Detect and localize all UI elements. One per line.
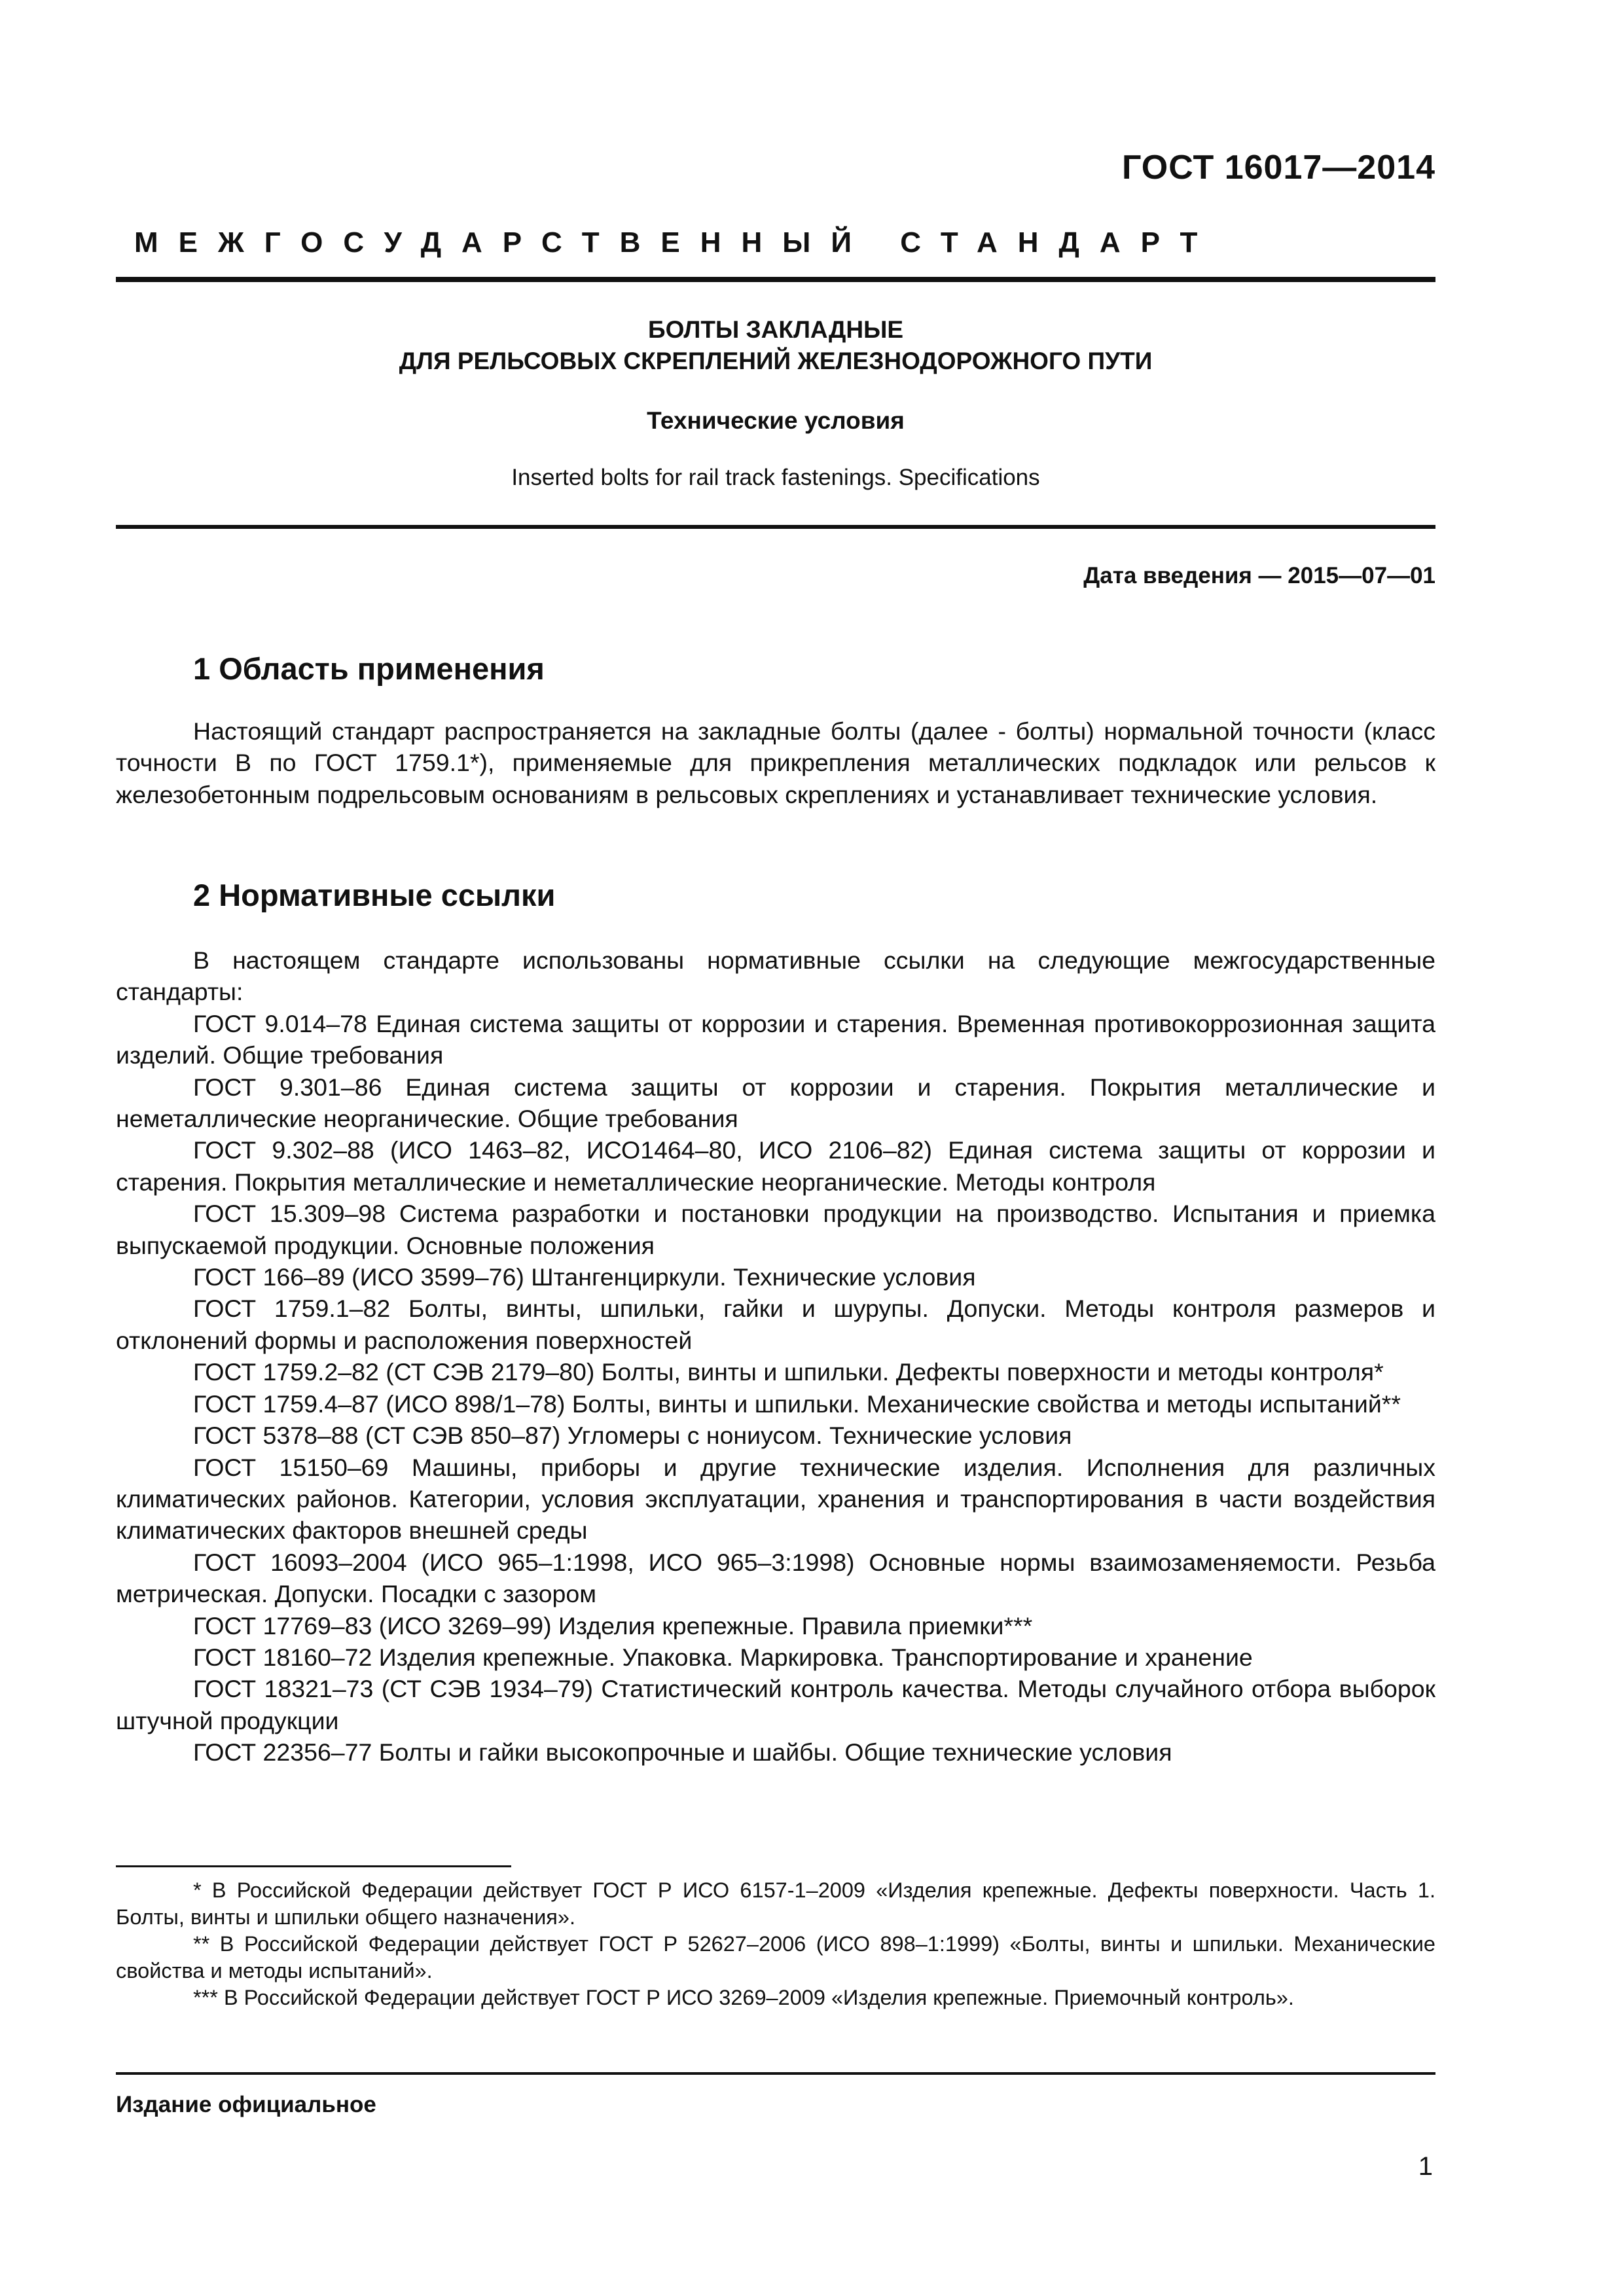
reference-item: ГОСТ 166–89 (ИСО 3599–76) Штангенциркули. Технические условия bbox=[193, 1263, 976, 1291]
footnote-1: * В Российской Федерации действует ГОСТ Р ИСО 6157-1–2009 «Изделия крепежные. Дефекты поверхности. Часть 1. Болты, винты и шпильки общего назначения». bbox=[116, 1878, 1435, 1929]
reference-item: ГОСТ 16093–2004 (ИСО 965–1:1998, ИСО 965–3:1998) Основные нормы взаимозаменяемости. Резьба метрическая. Допуски. Посадки с зазором bbox=[116, 1548, 1435, 1608]
reference-item: ГОСТ 1759.2–82 (СТ СЭВ 2179–80) Болты, винты и шпильки. Дефекты поверхности и методы контроля* bbox=[193, 1358, 1384, 1386]
title-line-1: БОЛТЫ ЗАКЛАДНЫЕ bbox=[647, 316, 904, 343]
document-page bbox=[116, 0, 1435, 2296]
reference-item: ГОСТ 9.302–88 (ИСО 1463–82, ИСО1464–80, ИСО 2106–82) Единая система защиты от коррозии и старения. Покрытия металлические и неметаллические неорганические. Методы контроля bbox=[116, 1136, 1435, 1196]
reference-item: ГОСТ 1759.4–87 (ИСО 898/1–78) Болты, винты и шпильки. Механические свойства и методы испытаний** bbox=[193, 1390, 1401, 1418]
page-number: 1 bbox=[1418, 2152, 1433, 2181]
section-2-body bbox=[116, 944, 1435, 1768]
section-1-heading: 1 Область применения bbox=[193, 651, 545, 686]
gost-number: ГОСТ 16017—2014 bbox=[1122, 149, 1435, 187]
reference-item: ГОСТ 18321–73 (СТ СЭВ 1934–79) Статистический контроль качества. Методы случайного отбора выборок штучной продукции bbox=[116, 1675, 1435, 1734]
section-1-paragraph: Настоящий стандарт распространяется на закладные болты (далее - болты) нормальной точности (класс точности В по ГОСТ 1759.1*), применяемые для прикрепления металлических подкладок или рельсов к железобетонным подрельсовым основаниям в рельсовых скреплениях и устанавливает технические условия. bbox=[116, 717, 1435, 808]
introduction-date: Дата введения — 2015—07—01 bbox=[1083, 563, 1435, 588]
title-block bbox=[116, 314, 1435, 491]
reference-item: ГОСТ 22356–77 Болты и гайки высокопрочные и шайбы. Общие технические условия bbox=[193, 1738, 1172, 1767]
title-divider bbox=[116, 525, 1435, 529]
reference-item: ГОСТ 1759.1–82 Болты, винты, шпильки, гайки и шурупы. Допуски. Методы контроля размеров и отклонений формы и расположения поверхностей bbox=[116, 1295, 1435, 1354]
standard-type-banner: МЕЖГОСУДАРСТВЕННЫЙ СТАНДАРТ bbox=[134, 226, 1218, 259]
header-divider bbox=[116, 277, 1435, 282]
reference-item: ГОСТ 5378–88 (СТ СЭВ 850–87) Угломеры с нониусом. Технические условия bbox=[193, 1422, 1072, 1450]
footnote-3: *** В Российской Федерации действует ГОСТ Р ИСО 3269–2009 «Изделия крепежные. Приемочный контроль». bbox=[193, 1986, 1294, 2009]
footer-divider bbox=[116, 2072, 1435, 2075]
footnote-divider bbox=[116, 1865, 511, 1867]
footnote-2: ** В Российской Федерации действует ГОСТ Р 52627–2006 (ИСО 898–1:1999) «Болты, винты и шпильки. Механические свойства и методы испытаний». bbox=[116, 1932, 1435, 1982]
title-subtitle: Технические условия bbox=[647, 407, 905, 434]
section-2-intro: В настоящем стандарте использованы нормативные ссылки на следующие межгосударственные стандарты: bbox=[116, 946, 1435, 1006]
reference-item: ГОСТ 9.301–86 Единая система защиты от коррозии и старения. Покрытия металлические и неметаллические неорганические. Общие требования bbox=[116, 1073, 1435, 1133]
reference-item: ГОСТ 9.014–78 Единая система защиты от коррозии и старения. Временная противокоррозионная защита изделий. Общие требования bbox=[116, 1009, 1435, 1069]
reference-item: ГОСТ 18160–72 Изделия крепежные. Упаковка. Маркировка. Транспортирование и хранение bbox=[193, 1643, 1253, 1671]
title-line-2: ДЛЯ РЕЛЬСОВЫХ СКРЕПЛЕНИЙ ЖЕЛЕЗНОДОРОЖНОГО ПУТИ bbox=[399, 348, 1153, 374]
section-1-body bbox=[116, 715, 1435, 810]
section-2-heading: 2 Нормативные ссылки bbox=[193, 878, 556, 912]
footnotes bbox=[116, 1877, 1435, 2011]
reference-item: ГОСТ 17769–83 (ИСО 3269–99) Изделия крепежные. Правила приемки*** bbox=[193, 1611, 1033, 1640]
reference-item: ГОСТ 15.309–98 Система разработки и постановки продукции на производство. Испытания и приемка выпускаемой продукции. Основные положения bbox=[116, 1200, 1435, 1259]
edition-label: Издание официальное bbox=[116, 2092, 376, 2117]
english-title: Inserted bolts for rail track fastenings. Specifications bbox=[511, 465, 1040, 490]
reference-item: ГОСТ 15150–69 Машины, приборы и другие технические изделия. Исполнения для различных климатических районов. Категории, условия эксплуатации, хранения и транспортирования в части воздействия климатических факторов внешней среды bbox=[116, 1453, 1435, 1545]
